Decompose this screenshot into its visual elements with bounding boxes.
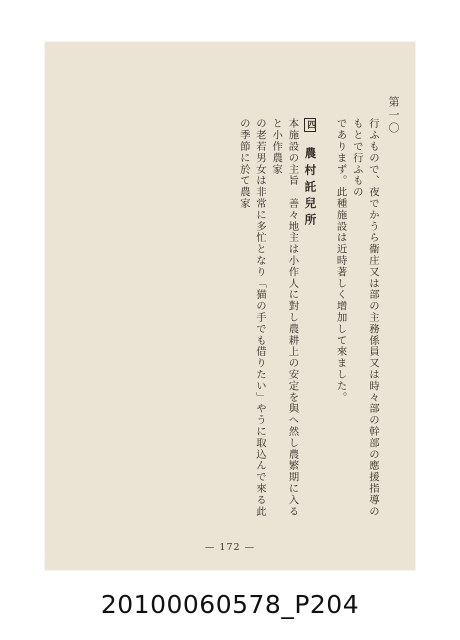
vertical-text-columns xyxy=(89,118,381,518)
text-column: 行ふもので、夜でかうら衞庄又は部の主務係員又は時々部の幹部の應援指導のもとで行ふもの xyxy=(350,118,379,517)
page-margin-tag: 第一〇 xyxy=(387,96,400,135)
section-number-badge: 四 xyxy=(305,120,316,130)
book-page xyxy=(45,42,415,570)
image-caption: 20100060578_P204 xyxy=(100,590,360,619)
text-column: でありまず。此種施設は近時著しく增加して來ました。 xyxy=(334,118,347,403)
section-title: 農村託兒所 xyxy=(303,147,318,230)
page-number: — 172 — xyxy=(204,542,256,553)
text-column: の老若男女は非常に多忙となり「猫の手でも借りたい」やうに取込んで來る此の季節に於て農家 xyxy=(237,118,266,517)
section-heading xyxy=(300,118,332,518)
text-column: 本施設の主旨 善々地主は小作人に對し農耕上の安定を與へ然し農繁期に入ると小作農家 xyxy=(270,118,299,517)
